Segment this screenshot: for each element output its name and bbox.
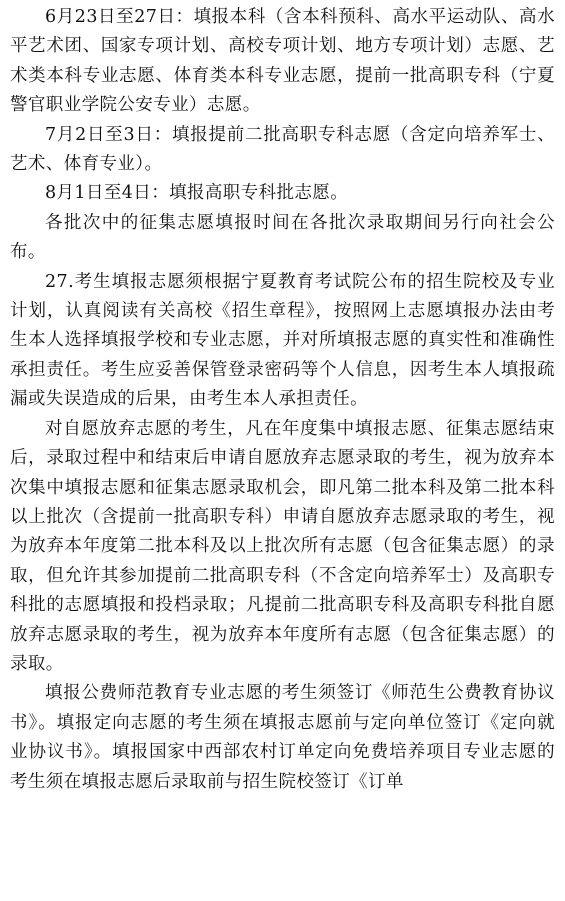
paragraph-article-27: 27.考生填报志愿须根据宁夏教育考试院公布的招生院校及专业计划，认真阅读有关高校《招生章程》，按照网上志愿填报办法由考生本人选择填报学校和专业志愿，并对所填报志愿的真实性和准确性承担责任。考生应妥善保管登录密码等个人信息，因考生本人填报疏漏或失误造成的后果，由考生本人承担责任。 xyxy=(10,271,555,410)
paragraph-agreements: 填报公费师范教育专业志愿的考生须签订《师范生公费教育协议书》。填报定向志愿的考生须在填报志愿前与定向单位签订《定向就业协议书》。填报国家中西部农村订单定向免费培养项目专业志愿的考生须在填报志愿后录取前与招生院校签订《订单 xyxy=(10,683,555,792)
paragraph-schedule-august: 8月1日至4日：填报高职专科批志愿。 xyxy=(45,183,349,204)
paragraph-supplementary-notice: 各批次中的征集志愿填报时间在各批次录取期间另行向社会公布。 xyxy=(10,212,555,263)
paragraph-schedule-july: 7月2日至3日：填报提前二批高职专科志愿（含定向培养军士、艺术、体育专业）。 xyxy=(10,124,555,175)
paragraph-schedule-june: 6月23日至27日：填报本科（含本科预科、高水平运动队、高水平艺术团、国家专项计划、高校专项计划、地方专项计划）志愿、艺术类本科专业志愿、体育类本科专业志愿，提前一批高职专科（宁夏警官职业学院公安专业）志愿。 xyxy=(10,7,555,116)
paragraph-voluntary-withdrawal: 对自愿放弃志愿的考生，凡在年度集中填报志愿、征集志愿结束后，录取过程中和结束后申请自愿放弃志愿录取的考生，视为放弃本次集中填报志愿和征集志愿录取机会，即凡第二批本科及第二批本科以上批次（含提前一批高职专科）申请自愿放弃志愿录取的考生，视为放弃本年度第二批本科及以上批次所有志愿（包含征集志愿）的录取，但允许其参加提前二批高职专科（不含定向培养军士）及高职专科批的志愿填报和投档录取；凡提前二批高职专科及高职专科批自愿放弃志愿录取的考生，视为放弃本年度所有志愿（包含征集志愿）的录取。 xyxy=(10,418,555,674)
